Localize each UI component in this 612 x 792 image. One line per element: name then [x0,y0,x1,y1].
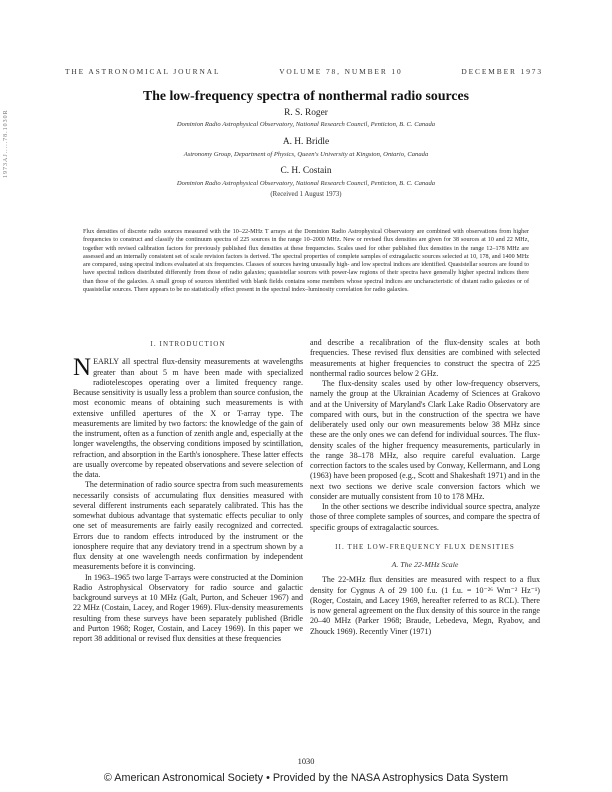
left-column [73,338,303,782]
intro-paragraph-5: The flux-density scales used by other low-frequency observers, namely the group at the Ukrainian Academy of Sciences at Grakovo and at the University of Maryland's Clark Lake Radio Observatory are compared with ours, but in the construction of the spectra we have deliberately used only our own measurements below 38 MHz since these are the only ones we can defend for individual sources. The flux-density scales of the higher frequency measurements, particularly in the range 38–178 MHz, also require careful evaluation. Large correction factors to the scales used by Conway, Kellermann, and Long (1963) have been proposed (e.g., Scott and Shakeshaft 1971) and in the next two sections we derive scale conversion factors which we consider are mutually consistent from 10 to 178 MHz. [310,379,540,501]
page-number: 1030 [297,757,315,766]
intro-paragraph-3: In 1963–1965 two large T-arrays were constructed at the Dominion Radio Astrophysical Observatory for radio source and galactic background surveys at 10 MHz (Galt, Purton, and Scheuer 1967) and 22 MHz (Costain, Lacey, and Roger 1969). Flux-density measurements resulting from these surveys have been separately published (Bridle and Purton 1968; Roger, Costain, and Lacey 1969). In this paper we report 38 additional or revised flux densities at these frequencies [73,572,303,643]
scale-paragraph-1: The 22-MHz flux densities are measured with respect to a flux density for Cygnus A of 29 100 f.u. (1 f.u. = 10⁻²⁶ Wm⁻² Hz⁻¹) (Roger, Costain, and Lacey 1969, hereafter referred to as RCL). There is now general agreement on the flux density of this source in the range 20–40 MHz (Parker 1968; Braude, Lebedeva, Megn, Ryabov, and Zhouck 1969). Recently Viner (1971) [310,575,540,636]
section-heading-introduction: I. INTRODUCTION [150,340,226,348]
ads-footer: © American Astronomical Society • Provided by the NASA Astrophysics Data System [103,772,509,784]
author-affiliation-1: Dominion Radio Astrophysical Observatory, National Research Council, Penticton, B. C. Canada [176,121,436,128]
drop-cap: N [73,354,92,382]
author-name-2: A. H. Bridle [282,137,330,147]
running-head [65,67,543,79]
issue-date: DECEMBER 1973 [461,67,543,76]
journal-name: THE ASTRONOMICAL JOURNAL [65,67,221,76]
author-name-3: C. H. Costain [280,166,332,176]
section-heading-low-frequency: II. THE LOW-FREQUENCY FLUX DENSITIES [335,542,515,551]
volume-number: VOLUME 78, NUMBER 10 [279,67,403,76]
author-affiliation-3: Dominion Radio Astrophysical Observatory, National Research Council, Penticton, B. C. Canada [176,180,436,187]
intro-paragraph-1 [73,354,303,480]
right-column [310,338,540,782]
paper-title: The low-frequency spectra of nonthermal radio sources [143,88,469,103]
bibcode-stamp: 1973AJ.....78.1030R [3,109,9,178]
intro-paragraph-4: and describe a recalibration of the flux-density scales at both frequencies. These revised flux densities are combined with selected measurements at higher frequencies to construct the spectra of 225 nonthermal radio sources below 2 GHz. [310,338,540,378]
intro-paragraph-6: In the other sections we describe individual source spectra, analyze those of three complete samples of sources, and compare the spectra of specific groups of extragalactic sources. [310,502,540,532]
received-date: (Received 1 August 1973) [270,191,342,198]
author-name-1: R. S. Roger [284,108,328,118]
author-affiliation-2: Astronomy Group, Department of Physics, Queen's University at Kingston, Ontario, Canada [183,151,429,158]
subsection-heading-22mhz: A. The 22-MHz Scale [391,560,459,569]
intro-paragraph-2: The determination of radio source spectra from such measurements necessarily consists of accumulating flux densities measured with several different instruments each separately calibrated. This has the somewhat dubious advantage that systematic effects peculiar to only one set of measurements are fairly easily recognized and corrected. Errors due to random effects introduced by the instrument or the ionosphere require that any deviatory trend in a spectrum shown by a flux density at one wavelength needs confirmation by independent measurements before it is convincing. [73,480,303,572]
intro-paragraph-1-text: EARLY all spectral flux-density measurements at wavelengths greater than about 5 m have been made with specialized radiotelescopes operating over a limited frequency range. Because sensitivity is usually less a problem than source confusion, the most economic means of obtaining such measurements is with extensive unfilled apertures of the X or T-array type. The measurements are limited by two factors: the knowledge of the gain of the instrument, often as a function of zenith angle and, especially at the longer wavelengths, the observing conditions imposed by scintillation, refraction, and absorption in the Earth's ionosphere. These latter effects are usually overcome by repeated observations and severe selection of the data. [73,357,303,479]
abstract: Flux densities of discrete radio sources measured with the 10–22-MHz T arrays at the Dominion Radio Astrophysical Observatory are combined with observations from higher frequencies to construct and classify the continuum spectra of 225 sources in the range 10–2000 MHz. New or revised flux densities are given for 38 sources at 10 and 22 MHz, together with revised calibration factors for previously published flux densities at these frequencies. Scales used for other published flux densities in the range 12–178 MHz are assessed and an internally consistent set of scale revision factors is derived. The spectral properties of complete samples of extragalactic sources selected at 10, 178, and 1400 MHz are compared, using spectral indices evaluated at six frequencies. Classes of sources having unusually high- and low spectral indices are identified. Quasistellar sources are found to have spectral indices distributed differently from those of radio galaxies; quasistellar sources with power-law regions of their spectra have generally higher spectral indices there than those of the galaxies. A small group of sources identified with blank fields contains some members whose spectral indices are uncharacteristic of distant radio galaxies or of quasistellar sources. There appears to be no statistically effect present in the spectral index–luminosity correlation for radio galaxies. [83,229,529,294]
